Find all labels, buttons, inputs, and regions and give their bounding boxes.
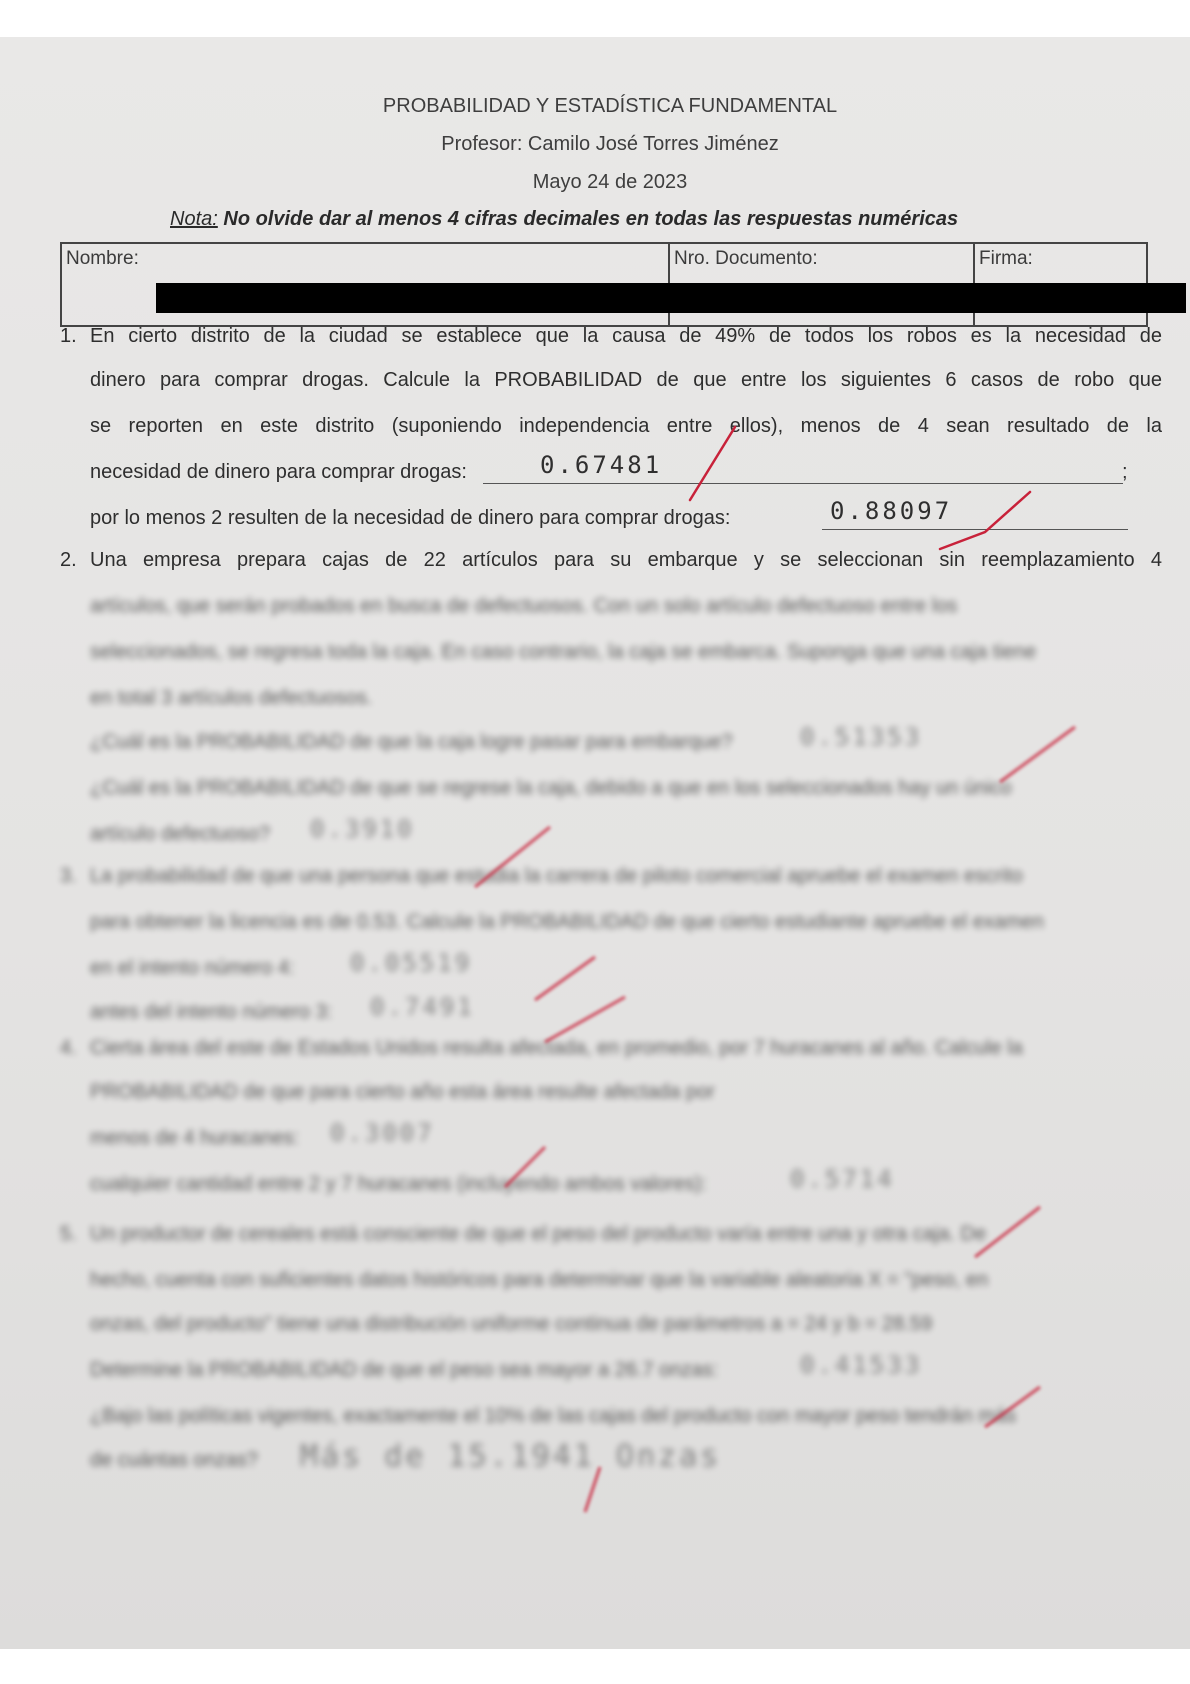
q5-blur-line-6: de cuántas onzas?: [90, 1449, 258, 1471]
check-mark-icon: [585, 1467, 600, 1512]
q1-line-5: por lo menos 2 resulten de la necesidad de dinero para comprar drogas:: [90, 507, 731, 529]
check-mark-icon: [545, 997, 625, 1042]
q2-blur-answer-2: 0.3910: [310, 815, 415, 843]
q1-answer-2: 0.88097: [830, 497, 953, 525]
q1-semicolon: ;: [1122, 461, 1128, 483]
q2-blur-answer-1: 0.51353: [800, 723, 923, 751]
document-label: Nro. Documento:: [674, 248, 818, 269]
question-number: 1.: [60, 325, 77, 347]
course-title: PROBABILIDAD Y ESTADÍSTICA FUNDAMENTAL: [382, 95, 838, 117]
q1-line-3: se reporten en este distrito (suponiendo independencia entre ellos), menos de 4 sean resultado de la: [90, 415, 1162, 437]
exam-sheet: [0, 37, 1190, 1649]
check-mark-icon: [940, 492, 1030, 549]
q3-blur-line-3: en el intento número 4:: [90, 957, 295, 979]
q2-blur-line-5: ¿Cuál es la PROBABILIDAD de que se regrese la caja, debido a que en los seleccionados hay un único: [90, 777, 1012, 799]
q5-blur-line-1: Un productor de cereales está consciente de que el peso del producto varía entre una y otra caja. De: [90, 1223, 987, 1245]
check-mark-icon: [975, 1207, 1040, 1257]
question-number: 2.: [60, 549, 77, 571]
q2-line-1: Una empresa prepara cajas de 22 artículos para su embarque y se seleccionan sin reemplazamiento 4: [90, 549, 1162, 571]
q1-line-1: En cierto distrito de la ciudad se establece que la causa de 49% de todos los robos es la necesidad de: [90, 325, 1162, 347]
q5-blur-line-2: hecho, cuenta con suficientes datos históricos para determinar que la variable aleatoria X = "peso, en: [90, 1269, 989, 1291]
question-number: 5.: [60, 1223, 77, 1245]
q4-blur-line-1: Cierta área del este de Estados Unidos resulta afectada, en promedio, por 7 huracanes al año. Calcule la: [90, 1037, 1023, 1059]
exam-date: Mayo 24 de 2023: [532, 171, 688, 193]
q4-blur-line-2: PROBABILIDAD de que para cierto año esta área resulte afectada por: [90, 1081, 715, 1103]
q1-line-2: dinero para comprar drogas. Calcule la PROBABILIDAD de que entre los siguientes 6 casos de robo que: [90, 369, 1162, 391]
q3-blur-line-4: antes del intento número 3:: [90, 1001, 333, 1023]
check-mark-icon: [1000, 727, 1075, 782]
q5-blur-answer-2: Más de 15.1941 Onzas: [300, 1439, 722, 1474]
q3-blur-answer-1: 0.05519: [350, 949, 473, 977]
q3-blur-line-2: para obtener la licencia es de 0.53. Calcule la PROBABILIDAD de que cierto estudiante apruebe el examen: [90, 911, 1044, 933]
q5-blur-line-3: onzas, del producto" tiene una distribución uniforme continua de parámetros a = 24 y b = 28.59: [90, 1313, 933, 1335]
grading-marks: [0, 37, 1190, 1649]
check-mark-icon: [985, 1387, 1040, 1427]
q3-blur-line-1: La probabilidad de que una persona que estudia la carrera de piloto comercial apruebe el examen escrito: [90, 865, 1023, 887]
q1-line-4: necesidad de dinero para comprar drogas:: [90, 461, 467, 483]
check-mark-icon: [505, 1147, 545, 1187]
question-number: 4.: [60, 1037, 77, 1059]
note-text: No olvide dar al menos 4 cifras decimales en todas las respuestas numéricas: [223, 208, 959, 230]
q5-blur-line-4: Determine la PROBABILIDAD de que el peso sea mayor a 26.7 onzas:: [90, 1359, 719, 1381]
check-mark-icon: [690, 427, 735, 500]
q4-blur-answer-2: 0.5714: [790, 1165, 895, 1193]
q3-blur-answer-2: 0.7491: [370, 993, 475, 1021]
q5-blur-answer-1: 0.41533: [800, 1351, 923, 1379]
q2-blur-line-4: ¿Cuál es la PROBABILIDAD de que la caja logre pasar para embarque?: [90, 731, 733, 753]
q2-blur-line-6: artículo defectuoso?: [90, 823, 271, 845]
q1-answer-1: 0.67481: [540, 451, 663, 479]
question-number: 3.: [60, 865, 77, 887]
check-mark-icon: [535, 957, 595, 1000]
note-label: Nota:: [170, 208, 218, 230]
check-mark-icon: [475, 827, 550, 887]
signature-label: Firma:: [979, 248, 1033, 269]
q5-blur-line-5: ¿Bajo las políticas vigentes, exactamente el 10% de las cajas del producto con mayor peso tendrán más: [90, 1405, 1017, 1427]
q2-blur-line-3: en total 3 artículos defectuosos.: [90, 687, 373, 709]
q4-blur-answer-1: 0.3007: [330, 1119, 435, 1147]
q2-blur-line-2: seleccionados, se regresa toda la caja. En caso contrario, la caja se embarca. Suponga que una caja tiene: [90, 641, 1037, 663]
professor-line: Profesor: Camilo José Torres Jiménez: [441, 133, 779, 155]
q2-blur-line-1: artículos, que serán probados en busca de defectuosos. Con un solo artículo defectuoso entre los: [90, 595, 958, 617]
q4-blur-line-4: cualquier cantidad entre 2 y 7 huracanes (incluyendo ambos valores):: [90, 1173, 708, 1195]
name-label: Nombre:: [66, 248, 139, 269]
q4-blur-line-3: menos de 4 huracanes:: [90, 1127, 300, 1149]
